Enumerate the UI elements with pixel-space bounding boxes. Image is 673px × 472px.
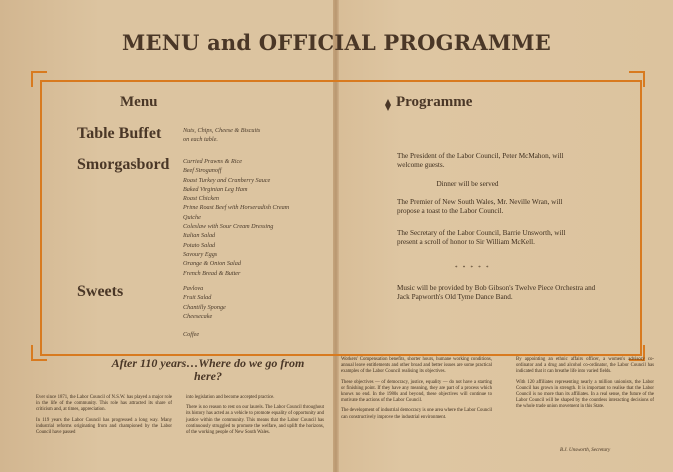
frame-corner-ornament xyxy=(31,345,47,361)
programme-scroll: The Secretary of the Labor Council, Barrie Unsworth, will present a scroll of honor to Sir William McKell. xyxy=(397,229,566,246)
sweets-items xyxy=(183,284,226,340)
programme-dinner: Dinner will be served xyxy=(436,180,499,188)
section-table-buffet: Table Buffet xyxy=(77,125,162,142)
article-column-2 xyxy=(186,395,324,440)
menu-item: Beef Stroganoff xyxy=(183,167,222,175)
paragraph: Ever since 1871, the Labor Council of N.S.W. has played a major role in the life of the community. This role has attracted its share of criticism and, at times, appreciation. xyxy=(36,395,172,413)
menu-item: Chantilly Sponge xyxy=(183,303,226,311)
paragraph: into legislation and become accepted practice. xyxy=(186,395,275,400)
signature: B.J. Unsworth, Secretary xyxy=(560,448,611,453)
menu-item: Italian Salad xyxy=(183,232,216,240)
article-column-4 xyxy=(516,357,654,415)
programme-welcome: The President of the Labor Council, Peter McMahon, will welcome guests. xyxy=(397,152,564,169)
page-title: MENU and OFFICIAL PROGRAMME xyxy=(122,30,551,55)
menu-item: Nuts, Chips, Cheese & Biscuits xyxy=(183,127,261,134)
menu-item: Pavlova xyxy=(183,285,204,292)
menu-item: Roast Turkey and Cranberry Sauce xyxy=(183,176,271,184)
orange-frame xyxy=(40,80,642,356)
menu-item: Quiche xyxy=(183,213,201,221)
frame-corner-ornament xyxy=(629,71,645,87)
diamond-ornament-icon xyxy=(385,99,391,111)
programme-toast: The Premier of New South Wales, Mr. Neville Wran, will propose a toast to the Labor Council. xyxy=(397,198,563,215)
paragraph: In 119 years the Labor Council has progressed a long way. Many industrial reforms originating from and championed by the Labor Council have passed xyxy=(36,417,172,436)
menu-item xyxy=(183,321,226,330)
paragraph: By appointing an ethnic affairs officer, a women's advisory co-ordinator and a drug and alcohol co-ordinator, the Labor Council has indicated that it can breathe life into varied fields. xyxy=(516,357,654,375)
programme-heading: Programme xyxy=(396,94,473,110)
menu-item: Baked Virginian Leg Ham xyxy=(183,185,248,193)
paragraph: These objectives — of democracy, justice, equality — do not have a starting or finishing point. If they have any meaning, they are part of a process which knows no end. In the 1980s and beyond, these objectives will continue to motivate the actions of the Labor Council. xyxy=(341,379,492,404)
menu-item: Coffee xyxy=(183,331,200,339)
menu-item: Curried Prawns & Rice xyxy=(183,158,242,165)
article-column-1 xyxy=(36,395,172,440)
paragraph: With 120 affiliates representing nearly a million unionists, the Labor Council has grown in strength. It is important to realise that the Labor Council is no more than its affiliates. In a real sense, the future of the Labor Council will be shaped by the countless interacting decisions of the whole trade union movement in this State. xyxy=(516,379,654,410)
article-heading: After 110 years…Where do we go from here? xyxy=(111,356,305,383)
table-buffet-items xyxy=(183,126,260,145)
menu-item: Roast Chicken xyxy=(183,195,219,203)
paragraph: Workers' Compensation benefits, shorter hours, humane working conditions, annual leave entitlements and other broad and better issues are some practical examples of the Labor Council realising its objectives. xyxy=(341,357,492,375)
stars-divider: * * * * * xyxy=(455,266,491,271)
paragraph: The development of industrial democracy is one area where the Labor Council can constructively improve the industrial environment. xyxy=(341,408,492,420)
article-column-3 xyxy=(341,357,492,425)
smorgasbord-items xyxy=(183,157,289,278)
menu-item: Potato Salad xyxy=(183,241,216,249)
menu-item: on each table. xyxy=(183,136,218,144)
menu-item: Savoury Eggs xyxy=(183,250,218,258)
menu-item: Coleslaw with Sour Cream Dressing xyxy=(183,223,274,231)
menu-heading: Menu xyxy=(120,94,158,110)
section-sweets: Sweets xyxy=(77,283,124,300)
section-smorgasbord: Smorgasbord xyxy=(77,156,170,173)
frame-corner-ornament xyxy=(31,71,47,87)
menu-item: Cheesecake xyxy=(183,312,213,320)
menu-item: French Bread & Butter xyxy=(183,269,241,277)
menu-item: Orange & Onion Salad xyxy=(183,260,241,268)
programme-music: Music will be provided by Bob Gibson's Twelve Piece Orchestra and Jack Papworth's Old Tyme Dance Band. xyxy=(397,284,596,301)
paragraph: There is no reason to rest on our laurels. The Labor Council throughout its history has acted as a vehicle to promote equality of opportunity and justice within the community. This means that the Labor Council has continuously struggled to promote the welfare, and uplift the horizons, of the working people of New South Wales. xyxy=(186,405,324,436)
menu-item: Prime Roast Beef with Horseradish Cream xyxy=(183,204,290,212)
menu-item: Fruit Salad xyxy=(183,294,212,302)
